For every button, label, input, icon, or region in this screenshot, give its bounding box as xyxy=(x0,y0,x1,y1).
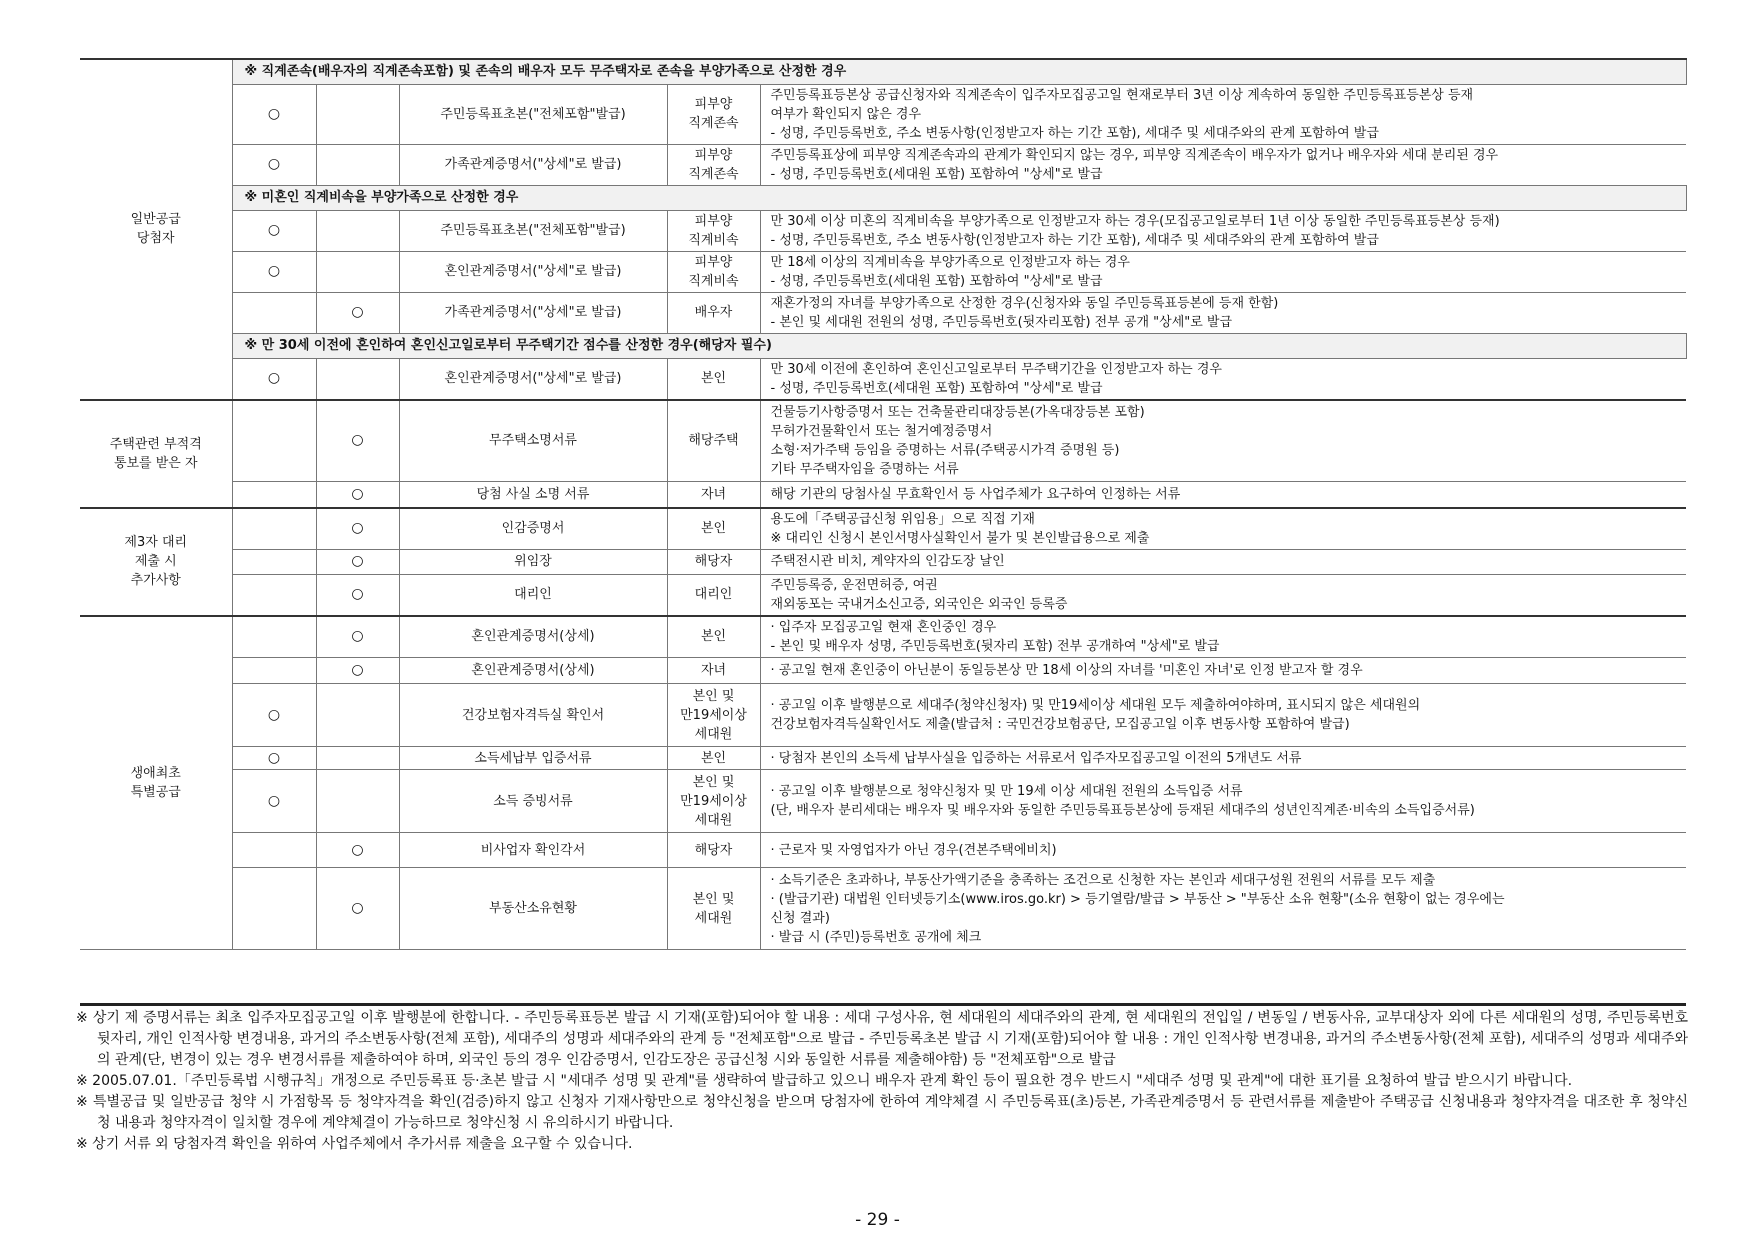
empty-cell xyxy=(232,482,316,508)
document-name: 혼인관계증명서("상세"로 발급) xyxy=(399,358,667,400)
document-name: 비사업자 확인각서 xyxy=(399,833,667,868)
document-description: 건물등기사항증명서 또는 건축물관리대장등본(가옥대장등본 포함) 무허가건물확인서 또는 철거예정증명서 소형·저가주택 등임을 증명하는 서류(주택공시가격 증명원 등) 기타 무주택자임을 증명하는 서류 xyxy=(760,400,1686,482)
document-target: 본인 및 세대원 xyxy=(667,868,760,950)
table-row xyxy=(80,84,1686,144)
document-target: 본인 xyxy=(667,747,760,770)
empty-cell xyxy=(316,770,399,833)
table-row xyxy=(80,508,1686,550)
empty-cell xyxy=(232,549,316,574)
document-target: 해당주택 xyxy=(667,400,760,482)
empty-cell xyxy=(232,400,316,482)
document-name: 혼인관계증명서(상세) xyxy=(399,616,667,658)
required-mark: ○ xyxy=(232,747,316,770)
document-target: 자녀 xyxy=(667,482,760,508)
optional-mark: ○ xyxy=(316,292,399,333)
document-name: 당첨 사실 소명 서류 xyxy=(399,482,667,508)
document-description: 주민등록표등본상 공급신청자와 직계존속이 입주자모집공고일 현재로부터 3년 이상 계속하여 동일한 주민등록표등본상 등재 여부가 확인되지 않은 경우 - 성명, 주민등록번호, 주소 변동사항(인정받고자 하는 기간 포함), 세대주 및 세대주와의 관계 포함하여 발급 xyxy=(760,84,1686,144)
document-target: 해당자 xyxy=(667,833,760,868)
document-description: · 근로자 및 자영업자가 아닌 경우(견본주택에비치) xyxy=(760,833,1686,868)
table-row xyxy=(80,144,1686,185)
document-name: 소득세납부 입증서류 xyxy=(399,747,667,770)
footnote: ※ 특별공급 및 일반공급 청약 시 가점항목 등 청약자격을 확인(검증)하지 않고 신청자 기재사항만으로 청약신청을 받으며 당첨자에 한하여 계약체결 시 주민등록표(초)등본, 가족관계증명서 등 관련서류를 제출받아 주택공급 신청내용과 청약자격을 대조한 후 청약신청 내용과 청약자격이 일치할 경우에 계약체결이 가능하므로 청약신청 시 유의하시기 바랍니다. xyxy=(76,1094,1688,1131)
empty-cell xyxy=(316,358,399,400)
required-mark: ○ xyxy=(232,251,316,292)
empty-cell xyxy=(232,833,316,868)
document-description: 만 30세 이전에 혼인하여 혼인신고일로부터 무주택기간을 인정받고자 하는 경우 - 성명, 주민등록번호(세대원 포함) 포함하여 "상세"로 발급 xyxy=(760,358,1686,400)
section-general-supply: 일반공급 당첨자 xyxy=(80,59,232,400)
required-mark: ○ xyxy=(232,770,316,833)
document-name: 혼인관계증명서(상세) xyxy=(399,658,667,684)
document-description: 주민등록증, 운전면허증, 여권 재외동포는 국내거소신고증, 외국인은 외국인 등록증 xyxy=(760,574,1686,616)
empty-cell xyxy=(232,292,316,333)
table-row xyxy=(80,574,1686,616)
footnote: ※ 2005.07.01.「주민등록법 시행규칙」개정으로 주민등록표 등·초본 발급 시 "세대주 성명 및 관계"를 생략하여 발급하고 있으니 배우자 관계 확인 등이 필요한 경우 반드시 "세대주 성명 및 관계"에 대한 표기를 요청하여 발급 받으시기 바랍니다. xyxy=(76,1073,1573,1089)
page-number: - 29 - xyxy=(855,1210,900,1230)
optional-mark: ○ xyxy=(316,616,399,658)
table-row xyxy=(80,616,1686,658)
required-mark: ○ xyxy=(232,210,316,251)
section-third-party-proxy: 제3자 대리 제출 시 추가사항 xyxy=(80,508,232,616)
document-name: 인감증명서 xyxy=(399,508,667,550)
optional-mark: ○ xyxy=(316,833,399,868)
document-name: 부동산소유현황 xyxy=(399,868,667,950)
table-row xyxy=(80,868,1686,950)
empty-cell xyxy=(232,868,316,950)
document-name: 가족관계증명서("상세"로 발급) xyxy=(399,292,667,333)
empty-cell xyxy=(232,616,316,658)
document-target: 피부양 직계존속 xyxy=(667,144,760,185)
required-mark: ○ xyxy=(232,144,316,185)
empty-cell xyxy=(232,508,316,550)
document-name: 가족관계증명서("상세"로 발급) xyxy=(399,144,667,185)
document-target: 자녀 xyxy=(667,658,760,684)
table-bottom-rule xyxy=(80,1003,1686,1006)
empty-cell xyxy=(316,84,399,144)
document-name: 무주택소명서류 xyxy=(399,400,667,482)
header-parent-dependents: ※ 직계존속(배우자의 직계존속포함) 및 존속의 배우자 모두 무주택자로 존속을 부양가족으로 산정한 경우 xyxy=(232,59,1686,84)
required-mark: ○ xyxy=(232,84,316,144)
document-target: 피부양 직계비속 xyxy=(667,210,760,251)
optional-mark: ○ xyxy=(316,549,399,574)
table-row xyxy=(80,251,1686,292)
required-mark: ○ xyxy=(232,684,316,747)
footnote: ※ 상기 제 증명서류는 최초 입주자모집공고일 이후 발행분에 한합니다. - 주민등록표등본 발급 시 기재(포함)되어야 할 내용 : 세대 구성사유, 현 세대원의 세대주와의 관계, 현 세대원의 전입일 / 변동일 / 변동사유, 교부대상자 외에 다른 세대원의 성명, 주민등록번호 뒷자리, 개인 인적사항 변경내용, 과거의 주소변동사항(전체 포함), 세대주의 성명과 세대주와의 관계 등 "전체포함"으로 발급 - 주민등록초본 발급 시 기재(포함)되어야 할 내용 : 개인 인적사항 변경내용, 과거의 주소변동사항(전체 포함), 세대주의 성명과 세대주와의 관계(단, 변경이 있는 경우 변경서류를 제출하여야 하며, 외국인 등의 경우 인감증명서, 인감도장은 공급신청 시와 동일한 서류를 제출해야함) 등 "전체포함"으로 발급 xyxy=(76,1010,1688,1068)
optional-mark: ○ xyxy=(316,482,399,508)
document-description: 주택전시관 비치, 계약자의 인감도장 날인 xyxy=(760,549,1686,574)
empty-cell xyxy=(316,684,399,747)
table-row xyxy=(80,747,1686,770)
empty-cell xyxy=(316,251,399,292)
document-target: 피부양 직계존속 xyxy=(667,84,760,144)
document-target: 해당자 xyxy=(667,549,760,574)
footnotes xyxy=(76,1008,1688,1155)
header-marriage-before-30: ※ 만 30세 이전에 혼인하여 혼인신고일로부터 무주택기간 점수를 산정한 경우(해당자 필수) xyxy=(232,333,1686,358)
table-row xyxy=(80,770,1686,833)
table-row xyxy=(80,210,1686,251)
document-target: 본인 및 만19세이상 세대원 xyxy=(667,770,760,833)
document-name: 건강보험자격득실 확인서 xyxy=(399,684,667,747)
optional-mark: ○ xyxy=(316,508,399,550)
optional-mark: ○ xyxy=(316,868,399,950)
empty-cell xyxy=(316,747,399,770)
document-description: · 당첨자 본인의 소득세 납부사실을 입증하는 서류로서 입주자모집공고일 이전의 5개년도 서류 xyxy=(760,747,1686,770)
document-target: 본인 xyxy=(667,358,760,400)
header-unmarried-child: ※ 미혼인 직계비속을 부양가족으로 산정한 경우 xyxy=(232,185,1686,210)
document-description: · 소득기준은 초과하나, 부동산가액기준을 충족하는 조건으로 신청한 자는 본인과 세대구성원 전원의 서류를 모두 제출 · (발급기관) 대법원 인터넷등기소(www.iros.go.kr) > 등기열람/발급 > 부동산 > "부동산 소유 현황"(소유 현황이 없는 경우에는 신청 결과) · 발급 시 (주민)등록번호 공개에 체크 xyxy=(760,868,1686,950)
document-target: 배우자 xyxy=(667,292,760,333)
document-description: · 공고일 이후 발행분으로 세대주(청약신청자) 및 만19세이상 세대원 모두 제출하여야하며, 표시되지 않은 세대원의 건강보험자격득실확인서도 제출(발급처 : 국민건강보험공단, 모집공고일 이후 변동사항 포함하여 발급) xyxy=(760,684,1686,747)
header-row-parent xyxy=(80,59,1686,84)
document-description: 주민등록표상에 피부양 직계존속과의 관계가 확인되지 않는 경우, 피부양 직계존속이 배우자가 없거나 배우자와 세대 분리된 경우 - 성명, 주민등록번호(세대원 포함) 포함하여 "상세"로 발급 xyxy=(760,144,1686,185)
header-row-child xyxy=(80,185,1686,210)
table-row xyxy=(80,684,1686,747)
document-name: 대리인 xyxy=(399,574,667,616)
document-description: · 공고일 이후 발행분으로 청약신청자 및 만 19세 이상 세대원 전원의 소득입증 서류 (단, 배우자 분리세대는 배우자 및 배우자와 동일한 주민등록표등본상에 등재된 세대주의 성년인직계존·비속의 소득입증서류) xyxy=(760,770,1686,833)
footnote: ※ 상기 서류 외 당첨자격 확인을 위하여 사업주체에서 추가서류 제출을 요구할 수 있습니다. xyxy=(76,1136,633,1152)
document-target: 본인 xyxy=(667,616,760,658)
document-target: 피부양 직계비속 xyxy=(667,251,760,292)
table-row xyxy=(80,358,1686,400)
empty-cell xyxy=(232,658,316,684)
document-description: 만 18세 이상의 직계비속을 부양가족으로 인정받고자 하는 경우 - 성명, 주민등록번호(세대원 포함) 포함하여 "상세"로 발급 xyxy=(760,251,1686,292)
table-row xyxy=(80,658,1686,684)
optional-mark: ○ xyxy=(316,658,399,684)
document-description: 재혼가정의 자녀를 부양가족으로 산정한 경우(신청자와 동일 주민등록표등본에 등재 한함) - 본인 및 세대원 전원의 성명, 주민등록번호(뒷자리포함) 전부 공개 "상세"로 발급 xyxy=(760,292,1686,333)
empty-cell xyxy=(316,210,399,251)
document-target: 본인 및 만19세이상 세대원 xyxy=(667,684,760,747)
document-target: 본인 xyxy=(667,508,760,550)
table-row xyxy=(80,400,1686,482)
optional-mark: ○ xyxy=(316,574,399,616)
document-description: · 입주자 모집공고일 현재 혼인중인 경우 - 본인 및 배우자 성명, 주민등록번호(뒷자리 포함) 전부 공개하여 "상세"로 발급 xyxy=(760,616,1686,658)
table-row xyxy=(80,292,1686,333)
document-name: 혼인관계증명서("상세"로 발급) xyxy=(399,251,667,292)
document-name: 주민등록표초본("전체포함"발급) xyxy=(399,84,667,144)
document-description: 용도에「주택공급신청 위임용」으로 직접 기재 ※ 대리인 신청시 본인서명사실확인서 불가 및 본인발급용으로 제출 xyxy=(760,508,1686,550)
document-target: 대리인 xyxy=(667,574,760,616)
document-name: 위임장 xyxy=(399,549,667,574)
section-first-life-special: 생애최초 특별공급 xyxy=(80,616,232,950)
empty-cell xyxy=(232,574,316,616)
document-description: · 공고일 현재 혼인중이 아닌분이 동일등본상 만 18세 이상의 자녀를 '미혼인 자녀'로 인정 받고자 할 경우 xyxy=(760,658,1686,684)
section-housing-ineligible: 주택관련 부적격 통보를 받은 자 xyxy=(80,400,232,508)
table-row xyxy=(80,482,1686,508)
optional-mark: ○ xyxy=(316,400,399,482)
document-name: 소득 증빙서류 xyxy=(399,770,667,833)
table-row xyxy=(80,833,1686,868)
document-description: 만 30세 이상 미혼의 직계비속을 부양가족으로 인정받고자 하는 경우(모집공고일로부터 1년 이상 동일한 주민등록표등본상 등재) - 성명, 주민등록번호, 주소 변동사항(인정받고자 하는 기간 포함), 세대주 및 세대주와의 관계 포함하여 발급 xyxy=(760,210,1686,251)
table-row xyxy=(80,549,1686,574)
empty-cell xyxy=(316,144,399,185)
header-row-marriage xyxy=(80,333,1686,358)
document-name: 주민등록표초본("전체포함"발급) xyxy=(399,210,667,251)
required-documents-table xyxy=(80,58,1687,950)
required-mark: ○ xyxy=(232,358,316,400)
document-description: 해당 기관의 당첨사실 무효확인서 등 사업주체가 요구하여 인정하는 서류 xyxy=(760,482,1686,508)
